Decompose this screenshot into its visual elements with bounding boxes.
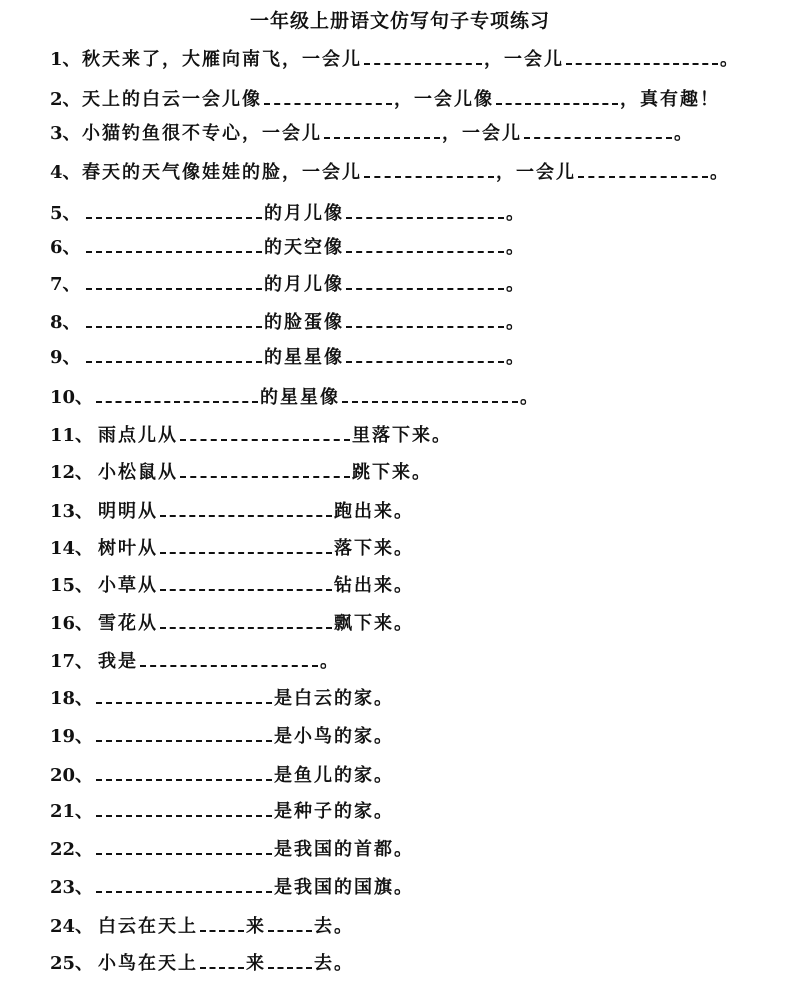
item-text: 小草从 xyxy=(98,575,158,596)
item-text: 白云在天上 xyxy=(98,916,198,937)
item-text: 是种子的家。 xyxy=(274,801,394,822)
item-text: 去。 xyxy=(314,953,354,974)
item-text: 明明从 xyxy=(98,501,158,522)
exercise-item xyxy=(50,269,526,297)
item-number: 11、 xyxy=(50,425,94,446)
answer-blank[interactable] xyxy=(496,103,618,105)
item-text: 。 xyxy=(506,347,526,368)
answer-blank[interactable] xyxy=(346,251,504,253)
item-number: 12、 xyxy=(50,462,94,483)
item-text: 是鱼儿的家。 xyxy=(274,765,394,786)
exercise-item xyxy=(50,796,394,824)
item-number: 10、 xyxy=(50,387,94,408)
item-number: 3、 xyxy=(50,123,81,144)
item-text: 是我国的首都。 xyxy=(274,839,414,860)
answer-blank[interactable] xyxy=(86,326,262,328)
item-number: 6、 xyxy=(50,237,81,258)
item-number: 25、 xyxy=(50,953,94,974)
answer-blank[interactable] xyxy=(96,702,272,704)
item-number: 22、 xyxy=(50,839,94,860)
item-text: 的星星像 xyxy=(264,347,344,368)
item-text: 的脸蛋像 xyxy=(264,312,344,333)
exercise-item xyxy=(50,760,394,788)
item-text: 的星星像 xyxy=(260,387,340,408)
answer-blank[interactable] xyxy=(346,288,504,290)
exercise-item xyxy=(50,911,354,939)
answer-blank[interactable] xyxy=(364,176,494,178)
answer-blank[interactable] xyxy=(342,401,518,403)
item-number: 9、 xyxy=(50,347,81,368)
exercise-item xyxy=(50,721,394,749)
exercise-item xyxy=(50,834,414,862)
item-text: 我是 xyxy=(98,651,138,672)
item-text: 。 xyxy=(506,312,526,333)
answer-blank[interactable] xyxy=(96,815,272,817)
item-text: 。 xyxy=(506,274,526,295)
item-text: 春天的天气像娃娃的脸，一会儿 xyxy=(82,162,362,183)
item-text: 去。 xyxy=(314,916,354,937)
item-text: 跑出来。 xyxy=(334,501,414,522)
item-text: 的月儿像 xyxy=(264,203,344,224)
answer-blank[interactable] xyxy=(86,361,262,363)
item-text: ，一会儿像 xyxy=(394,89,494,110)
exercise-item xyxy=(50,157,730,185)
answer-blank[interactable] xyxy=(86,217,262,219)
item-text: 来 xyxy=(246,953,266,974)
item-number: 24、 xyxy=(50,916,94,937)
item-text: 天上的白云一会儿像 xyxy=(82,89,262,110)
exercise-item xyxy=(50,420,452,448)
item-text: 跳下来。 xyxy=(352,462,432,483)
item-number: 2、 xyxy=(50,89,81,110)
item-text: 。 xyxy=(506,237,526,258)
item-text: 雪花从 xyxy=(98,613,158,634)
item-number: 8、 xyxy=(50,312,81,333)
item-text: 。 xyxy=(520,387,540,408)
answer-blank[interactable] xyxy=(364,63,482,65)
item-text: 飘下来。 xyxy=(334,613,414,634)
item-number: 17、 xyxy=(50,651,94,672)
item-text: 小猫钓鱼很不专心，一会儿 xyxy=(82,123,322,144)
item-text: ，一会儿 xyxy=(442,123,522,144)
item-number: 5、 xyxy=(50,203,81,224)
item-text: 。 xyxy=(720,49,740,70)
item-number: 7、 xyxy=(50,274,81,295)
answer-blank[interactable] xyxy=(578,176,708,178)
item-number: 4、 xyxy=(50,162,81,183)
item-text: 雨点儿从 xyxy=(98,425,178,446)
answer-blank[interactable] xyxy=(268,930,312,932)
item-text: 是小鸟的家。 xyxy=(274,726,394,747)
answer-blank[interactable] xyxy=(86,251,262,253)
item-text: 的月儿像 xyxy=(264,274,344,295)
answer-blank[interactable] xyxy=(346,217,504,219)
exercise-item xyxy=(50,118,694,146)
answer-blank[interactable] xyxy=(200,930,244,932)
item-number: 20、 xyxy=(50,765,94,786)
answer-blank[interactable] xyxy=(566,63,718,65)
exercise-item xyxy=(50,496,414,524)
answer-blank[interactable] xyxy=(96,740,272,742)
item-text: 。 xyxy=(506,203,526,224)
exercise-item xyxy=(50,570,414,598)
answer-blank[interactable] xyxy=(96,401,258,403)
answer-blank[interactable] xyxy=(180,439,350,441)
item-number: 16、 xyxy=(50,613,94,634)
answer-blank[interactable] xyxy=(524,137,672,139)
answer-blank[interactable] xyxy=(346,326,504,328)
item-number: 19、 xyxy=(50,726,94,747)
item-text: 的天空像 xyxy=(264,237,344,258)
item-text: 钻出来。 xyxy=(334,575,414,596)
answer-blank[interactable] xyxy=(86,288,262,290)
item-number: 15、 xyxy=(50,575,94,596)
answer-blank[interactable] xyxy=(324,137,440,139)
answer-blank[interactable] xyxy=(160,627,332,629)
exercise-item xyxy=(50,608,414,636)
item-number: 21、 xyxy=(50,801,94,822)
answer-blank[interactable] xyxy=(264,103,392,105)
exercise-item xyxy=(50,307,526,335)
answer-blank[interactable] xyxy=(200,967,244,969)
exercise-item xyxy=(50,382,540,410)
item-text: 。 xyxy=(710,162,730,183)
item-text: 是白云的家。 xyxy=(274,688,394,709)
item-number: 13、 xyxy=(50,501,94,522)
answer-blank[interactable] xyxy=(140,665,318,667)
exercise-item xyxy=(50,84,720,112)
exercise-item xyxy=(50,872,414,900)
item-text: 里落下来。 xyxy=(352,425,452,446)
item-text: 秋天来了，大雁向南飞，一会儿 xyxy=(82,49,362,70)
answer-blank[interactable] xyxy=(96,779,272,781)
item-text: 小鸟在天上 xyxy=(98,953,198,974)
answer-blank[interactable] xyxy=(160,552,332,554)
answer-blank[interactable] xyxy=(346,361,504,363)
exercise-item xyxy=(50,44,740,72)
exercise-item xyxy=(50,342,526,370)
item-number: 14、 xyxy=(50,538,94,559)
item-text: 。 xyxy=(674,123,694,144)
item-text: ，一会儿 xyxy=(484,49,564,70)
exercise-item xyxy=(50,232,526,260)
item-text: 落下来。 xyxy=(334,538,414,559)
item-number: 18、 xyxy=(50,688,94,709)
item-text: ，真有趣！ xyxy=(620,89,720,110)
item-text: 是我国的国旗。 xyxy=(274,877,414,898)
answer-blank[interactable] xyxy=(180,476,350,478)
answer-blank[interactable] xyxy=(160,589,332,591)
exercise-item xyxy=(50,533,414,561)
worksheet-title: 一年级上册语文仿写句子专项练习 xyxy=(249,10,550,32)
exercise-item xyxy=(50,683,394,711)
item-number: 1、 xyxy=(50,49,81,70)
item-text: 来 xyxy=(246,916,266,937)
exercise-item xyxy=(50,457,432,485)
item-text: 小松鼠从 xyxy=(98,462,178,483)
answer-blank[interactable] xyxy=(268,967,312,969)
item-text: 树叶从 xyxy=(98,538,158,559)
answer-blank[interactable] xyxy=(160,515,332,517)
item-text: 。 xyxy=(320,651,340,672)
exercise-item xyxy=(50,646,340,674)
exercise-item xyxy=(50,198,526,226)
exercise-item xyxy=(50,948,354,976)
item-number: 23、 xyxy=(50,877,94,898)
answer-blank[interactable] xyxy=(96,853,272,855)
item-text: ，一会儿 xyxy=(496,162,576,183)
answer-blank[interactable] xyxy=(96,891,272,893)
